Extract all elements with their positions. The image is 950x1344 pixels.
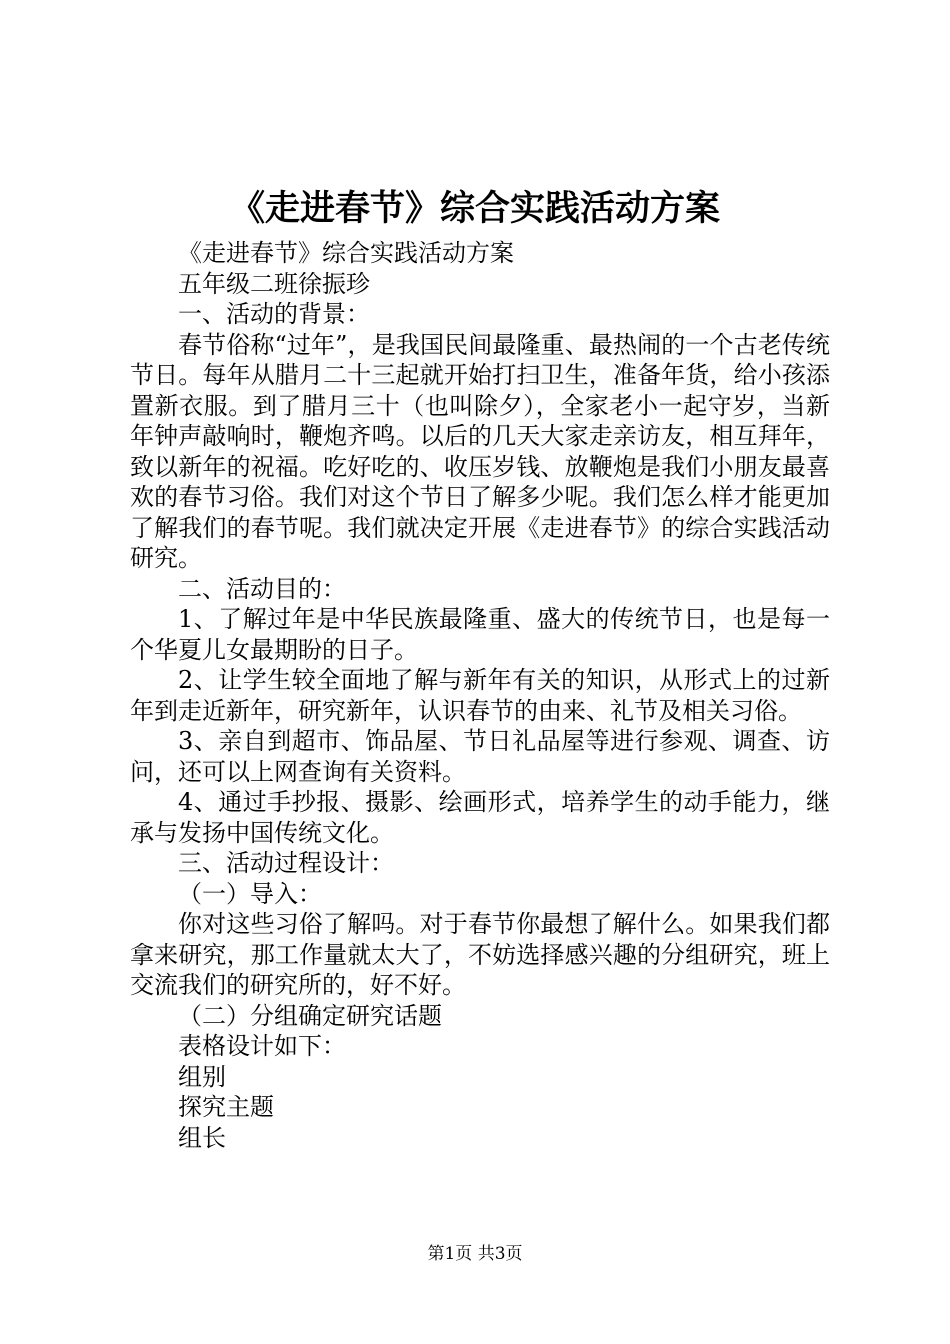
document-body bbox=[130, 238, 830, 1153]
table-label-group: 组别 bbox=[178, 1062, 226, 1091]
paragraph-purpose-1: 1、了解过年是中华民族最隆重、盛大的传统节日，也是每一个华夏儿女最期盼的日子。 bbox=[130, 605, 830, 664]
document-title: 《走进春节》综合实践活动方案 bbox=[229, 188, 720, 229]
paragraph-author: 五年级二班徐振珍 bbox=[178, 269, 370, 298]
page-number-footer: 第1页 共3页 bbox=[427, 1244, 523, 1264]
paragraph-intro: 你对这些习俗了解吗。对于春节你最想了解什么。如果我们都拿来研究，那工作量就太大了，不妨选择感兴趣的分组研究，班上交流我们的研究所的，好不好。 bbox=[130, 910, 830, 999]
paragraph-table-design: 表格设计如下： bbox=[178, 1032, 346, 1060]
heading-process: 三、活动过程设计： bbox=[178, 849, 394, 877]
paragraph-subtitle: 《走进春节》综合实践活动方案 bbox=[178, 239, 514, 267]
table-label-leader: 组长 bbox=[178, 1123, 226, 1152]
subheading-intro: （一）导入： bbox=[178, 879, 322, 908]
paragraph-purpose-3: 3、亲自到超市、饰品屋、节日礼品屋等进行参观、调查、访问，还可以上网查询有关资料。 bbox=[130, 727, 830, 786]
subheading-grouping: （二）分组确定研究话题 bbox=[178, 1001, 442, 1030]
heading-background: 一、活动的背景： bbox=[178, 300, 370, 328]
paragraph-purpose-2: 2、让学生较全面地了解与新年有关的知识，从形式上的过新年到走近新年，研究新年，认识春节的由来、礼节及相关习俗。 bbox=[130, 666, 830, 725]
paragraph-purpose-4: 4、通过手抄报、摄影、绘画形式，培养学生的动手能力，继承与发扬中国传统文化。 bbox=[130, 788, 830, 847]
heading-purpose: 二、活动目的： bbox=[178, 574, 346, 603]
paragraph-background: 春节俗称“过年”，是我国民间最隆重、最热闹的一个古老传统节日。每年从腊月二十三起就开始打扫卫生，准备年货，给小孩添置新衣服。到了腊月三十（也叫除夕），全家老小一起守岁，当新年钟声敲响时，鞭炮齐鸣。以后的几天大家走亲访友，相互拜年，致以新年的祝福。吃好吃的、收压岁钱、放鞭炮是我们小朋友最喜欢的春节习俗。我们对这个节日了解多少呢。我们怎么样才能更加了解我们的春节呢。我们就决定开展《走进春节》的综合实践活动研究。 bbox=[130, 330, 830, 572]
table-label-topic: 探究主题 bbox=[178, 1093, 274, 1121]
